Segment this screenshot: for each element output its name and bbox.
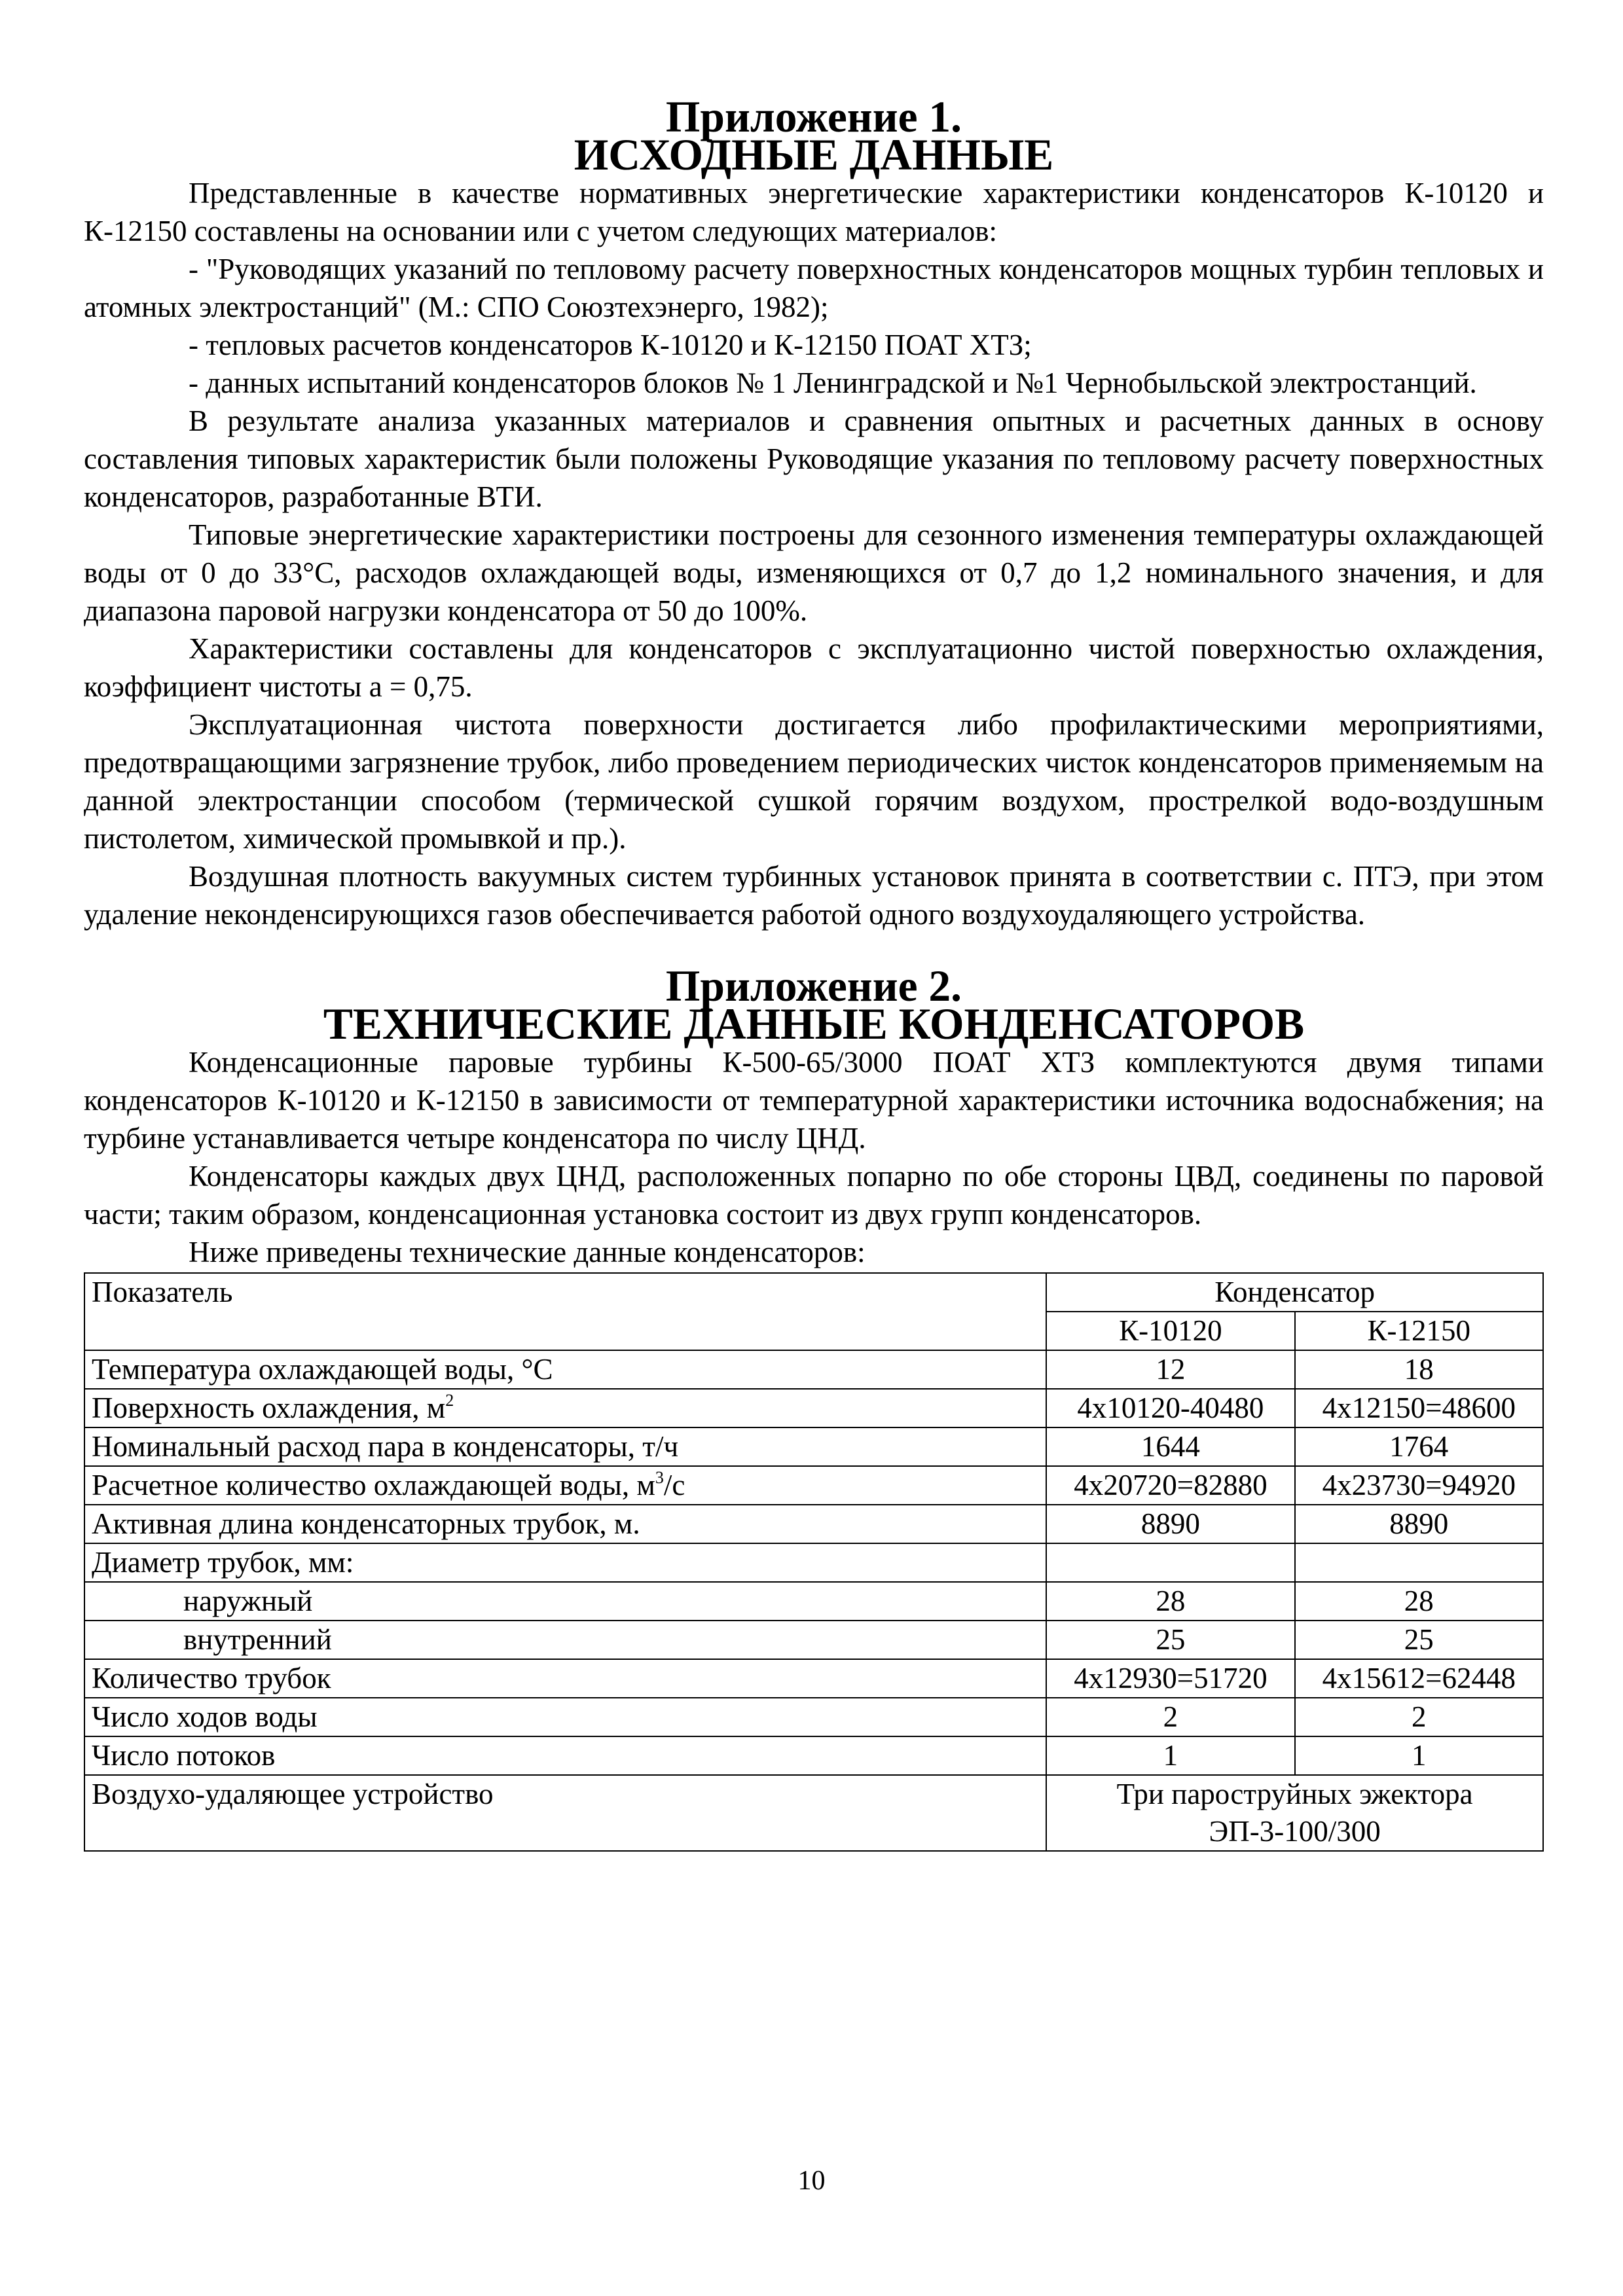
cell-k10120: 8890	[1046, 1505, 1294, 1543]
cell-k12150: 25	[1295, 1621, 1543, 1659]
table-row	[84, 1621, 1543, 1659]
appendix-1-intro: Представленные в качестве нормативных энергетические характеристики конденсаторов К-10120 и К-12150 составлены на основании или с учетом следующих материалов:	[84, 177, 1544, 247]
source-item-2: - тепловых расчетов конденсаторов К-10120 и К-12150 ПОАТ ХТЗ;	[189, 329, 1032, 361]
cell-k10120: 25	[1046, 1621, 1294, 1659]
cell-k10120: 4х10120-40480	[1046, 1389, 1294, 1427]
table-row	[84, 1350, 1543, 1389]
condenser-data-table	[84, 1272, 1544, 1852]
row-label-text: Расчетное количество охлаждающей воды, м	[92, 1469, 655, 1501]
row-label: Воздухо-удаляющее устройство	[84, 1775, 1046, 1851]
row-label: Диаметр трубок, мм:	[84, 1543, 1046, 1582]
appendix-2-paragraph: Конденсаторы каждых двух ЦНД, расположенных попарно по обе стороны ЦВД, соединены по паровой части; таким образом, конденсационная установка состоит из двух групп конденсаторов.	[84, 1160, 1544, 1230]
cell-k12150: 2	[1295, 1698, 1543, 1736]
appendix-1-title: ИСХОДНЫЕ ДАННЫЕ	[574, 130, 1054, 179]
cell-k12150: 4х23730=94920	[1295, 1466, 1543, 1505]
appendix-1-paragraph: Воздушная плотность вакуумных систем турбинных установок принята в соответствии с. ПТЭ, при этом удаление неконденсирующихся газов обеспечивается работой одного воздухоудаляющего устройства.	[84, 860, 1544, 931]
cell-ejector	[1046, 1775, 1543, 1851]
row-label-text: Поверхность охлаждения, м	[92, 1391, 446, 1424]
cell-k12150: 8890	[1295, 1505, 1543, 1543]
header-k10120: К-10120	[1046, 1312, 1294, 1350]
header-condenser: Конденсатор	[1046, 1273, 1543, 1312]
cell-k12150: 28	[1295, 1582, 1543, 1621]
cell-k10120: 4х20720=82880	[1046, 1466, 1294, 1505]
cell-k12150: 18	[1295, 1350, 1543, 1389]
row-label	[84, 1466, 1046, 1505]
appendix-2-label: Приложение 2.	[665, 961, 962, 1011]
cell-k10120	[1046, 1543, 1294, 1582]
table-row	[84, 1427, 1543, 1466]
appendix-2-paragraph: Ниже приведены технические данные конденсаторов:	[189, 1236, 866, 1268]
appendix-1-paragraph: Характеристики составлены для конденсаторов с эксплуатационно чистой поверхностью охлаждения, коэффициент чистоты а = 0,75.	[84, 632, 1544, 703]
row-label: Номинальный расход пара в конденсаторы, т/ч	[84, 1427, 1046, 1466]
table-header-row	[84, 1273, 1543, 1312]
cell-k12150: 4х12150=48600	[1295, 1389, 1543, 1427]
cell-k10120: 28	[1046, 1582, 1294, 1621]
row-label: Число ходов воды	[84, 1698, 1046, 1736]
unit-suffix: /с	[663, 1469, 685, 1501]
appendix-1-paragraph: В результате анализа указанных материалов и сравнения опытных и расчетных данных в основу составления типовых характеристик были положены Руководящие указания по тепловому расчету поверхностных конденсаторов, разработанные ВТИ.	[84, 404, 1544, 513]
appendix-1-label: Приложение 1.	[665, 92, 962, 141]
table-row	[84, 1659, 1543, 1698]
table-row	[84, 1582, 1543, 1621]
unit-exponent: 2	[445, 1391, 454, 1410]
cell-k12150: 4х15612=62448	[1295, 1659, 1543, 1698]
appendix-1-paragraph: Типовые энергетические характеристики построены для сезонного изменения температуры охлаждающей воды от 0 до 33°С, расходов охлаждающей воды, изменяющихся от 0,7 до 1,2 номинального значения, и для диапазона паровой нагрузки конденсатора от 50 до 100%.	[84, 518, 1544, 627]
cell-k10120: 1	[1046, 1736, 1294, 1775]
row-label: Число потоков	[84, 1736, 1046, 1775]
ejector-line-1: Три пароструйных эжектора	[1116, 1778, 1473, 1810]
page-number: 10	[797, 2166, 826, 2196]
header-k12150: К-12150	[1295, 1312, 1543, 1350]
appendix-1-paragraph: Эксплуатационная чистота поверхности достигается либо профилактическими мероприятиями, предотвращающими загрязнение трубок, либо проведением периодических чисток конденсаторов применяемым на данной электростанции способом (термической сушкой горячим воздухом, прострелкой водо-воздушным пистолетом, химической промывкой и пр.).	[84, 708, 1544, 855]
table-row	[84, 1543, 1543, 1582]
table-row	[84, 1466, 1543, 1505]
document-page	[84, 92, 1544, 1852]
cell-k12150	[1295, 1543, 1543, 1582]
table-row	[84, 1505, 1543, 1543]
row-label: внутренний	[84, 1621, 1046, 1659]
appendix-2-title: ТЕХНИЧЕСКИЕ ДАННЫЕ КОНДЕНСАТОРОВ	[323, 999, 1305, 1049]
appendix-2-paragraph: Конденсационные паровые турбины К-500-65/3000 ПОАТ ХТЗ комплектуются двумя типами конденсаторов К-10120 и К-12150 в зависимости от температурной характеристики источника водоснабжения; на турбине устанавливается четыре конденсатора по числу ЦНД.	[84, 1046, 1544, 1155]
cell-k10120: 12	[1046, 1350, 1294, 1389]
header-indicator: Показатель	[84, 1273, 1046, 1350]
table-row	[84, 1736, 1543, 1775]
row-label	[84, 1389, 1046, 1427]
ejector-line-2: ЭП-3-100/300	[1209, 1815, 1381, 1848]
table-row	[84, 1698, 1543, 1736]
row-label: наружный	[84, 1582, 1046, 1621]
table-row	[84, 1775, 1543, 1851]
cell-k10120: 2	[1046, 1698, 1294, 1736]
table-row	[84, 1389, 1543, 1427]
unit-exponent: 3	[655, 1468, 664, 1487]
row-label: Количество трубок	[84, 1659, 1046, 1698]
cell-k10120: 1644	[1046, 1427, 1294, 1466]
cell-k12150: 1764	[1295, 1427, 1543, 1466]
cell-k10120: 4х12930=51720	[1046, 1659, 1294, 1698]
row-label: Активная длина конденсаторных трубок, м.	[84, 1505, 1046, 1543]
cell-k12150: 1	[1295, 1736, 1543, 1775]
source-item-1: - "Руководящих указаний по тепловому расчету поверхностных конденсаторов мощных турбин тепловых и атомных электростанций" (М.: СПО Союзтехэнерго, 1982);	[84, 253, 1544, 323]
source-item-3: - данных испытаний конденсаторов блоков № 1 Ленинградской и №1 Чернобыльской электростанций.	[189, 367, 1477, 399]
row-label: Температура охлаждающей воды, °С	[84, 1350, 1046, 1389]
